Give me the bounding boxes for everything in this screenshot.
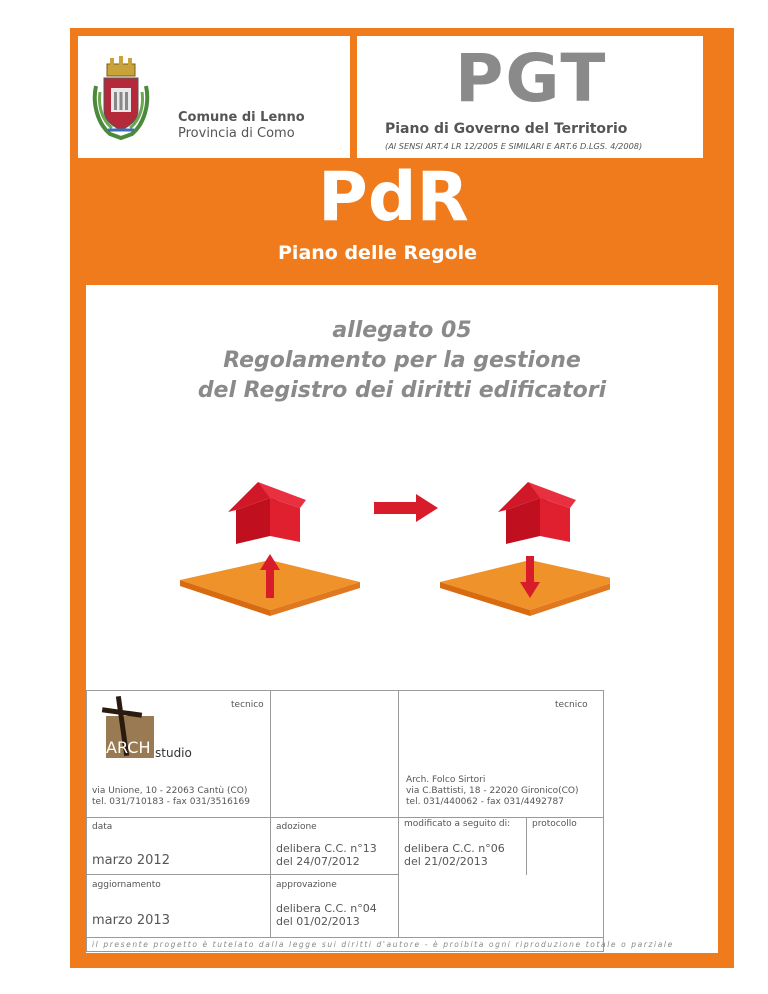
logo-text-studio: studio	[155, 746, 192, 760]
data-label: data	[92, 822, 113, 832]
architect-contacts: tel. 031/440062 - fax 031/4492787	[406, 797, 564, 807]
office-address: via Unione, 10 - 22063 Cantù (CO)	[92, 786, 248, 796]
aggiornamento-value: marzo 2013	[92, 913, 170, 928]
annex-number: allegato 05	[332, 318, 472, 343]
plan-name: Piano delle Regole	[278, 242, 478, 264]
copyright-notice: il presente progetto è tutelato dalla legge sui diritti d'autore - è proibita ogni riproduzione totale o parziale	[92, 940, 674, 949]
archstudio-logo	[98, 696, 218, 758]
pgt-legal-note: (AI SENSI ART.4 LR 12/2005 E SIMILARI E ART.6 D.LGS. 4/2008)	[385, 141, 643, 151]
architect-address: via C.Battisti, 18 - 22020 Gironico(CO)	[406, 786, 579, 796]
pgt-logo: PGT	[455, 40, 608, 117]
aggiornamento-label: aggiornamento	[92, 880, 161, 890]
data-value: marzo 2012	[92, 853, 170, 868]
approvazione-resolution: delibera C.C. n°04	[276, 902, 377, 915]
adozione-date: del 24/07/2012	[276, 855, 360, 868]
protocollo-label: protocollo	[532, 819, 577, 829]
modificato-resolution: delibera C.C. n°06	[404, 842, 505, 855]
pgt-full-name: Piano di Governo del Territorio	[385, 121, 628, 137]
province-name: Provincia di Como	[178, 126, 295, 141]
office-contacts: tel. 031/710183 - fax 031/3516169	[92, 797, 250, 807]
document-title-line-2: del Registro dei diritti edificatori	[197, 378, 607, 403]
right-arrow-icon	[374, 494, 438, 522]
document-title-line-1: Regolamento per la gestione	[223, 348, 581, 373]
municipality-name: Comune di Lenno	[178, 110, 305, 125]
architect-name: Arch. Folco Sirtori	[406, 775, 486, 785]
coat-of-arms-icon	[90, 52, 152, 140]
tecnico-right-label: tecnico	[555, 700, 588, 710]
source-house-icon	[228, 482, 306, 544]
approvazione-date: del 01/02/2013	[276, 915, 360, 928]
building-rights-transfer-illustration	[170, 470, 610, 650]
approvazione-label: approvazione	[276, 880, 337, 890]
logo-text-arch: ARCH	[106, 738, 151, 757]
modificato-date: del 21/02/2013	[404, 855, 488, 868]
destination-house-icon	[498, 482, 576, 544]
modificato-label: modificato a seguito di:	[404, 819, 511, 829]
plan-acronym: PdR	[318, 158, 469, 237]
adozione-resolution: delibera C.C. n°13	[276, 842, 377, 855]
adozione-label: adozione	[276, 822, 317, 832]
tecnico-left-label: tecnico	[231, 700, 264, 710]
